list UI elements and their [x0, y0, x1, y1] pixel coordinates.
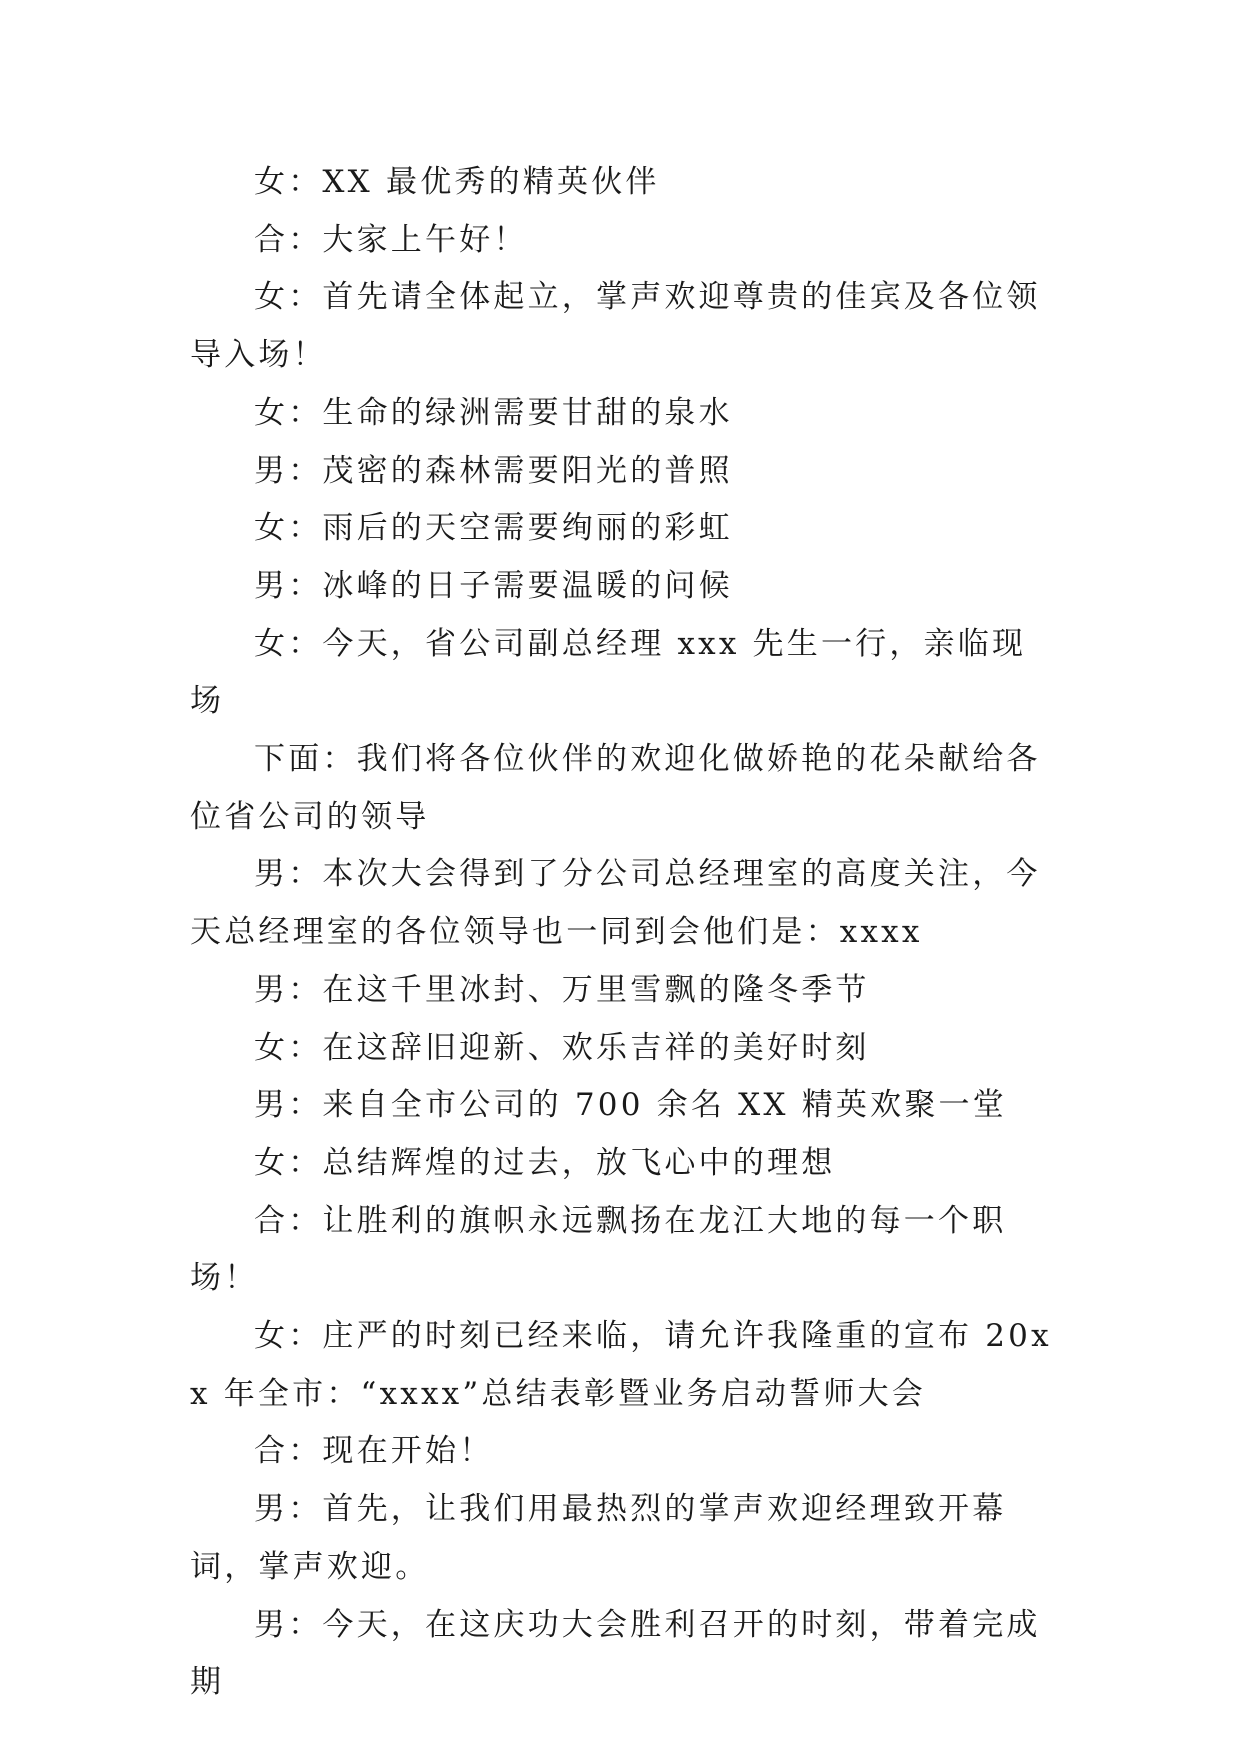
- paragraph: 男：本次大会得到了分公司总经理室的高度关注，今天总经理室的各位领导也一同到会他们是：xxxx: [190, 856, 1041, 951]
- paragraph: 女：XX 最优秀的精英伙伴: [254, 164, 660, 200]
- paragraph: 女：雨后的天空需要绚丽的彩虹: [254, 510, 733, 547]
- document-body: [190, 154, 1060, 1712]
- paragraph: 下面：我们将各位伙伴的欢迎化做娇艳的花朵献给各位省公司的领导: [190, 741, 1041, 835]
- paragraph: 合：现在开始！: [254, 1433, 494, 1470]
- paragraph: 女：生命的绿洲需要甘甜的泉水: [254, 394, 733, 431]
- paragraph: 男：在这千里冰封、万里雪飘的隆冬季节: [254, 971, 870, 1008]
- paragraph: 女：庄严的时刻已经来临，请允许我隆重的宣布 20xx 年全市：“xxxx”总结表彰暨业务启动誓师大会: [190, 1318, 1052, 1412]
- paragraph: 男：来自全市公司的 700 余名 XX 精英欢聚一堂: [254, 1087, 1007, 1124]
- paragraph: 男：首先，让我们用最热烈的掌声欢迎经理致开幕词，掌声欢迎。: [190, 1491, 1007, 1585]
- paragraph: 男：茂密的森林需要阳光的普照: [254, 452, 733, 489]
- paragraph: 男：冰峰的日子需要温暖的问候: [254, 567, 733, 604]
- paragraph: 合：大家上午好！: [254, 221, 528, 258]
- paragraph: 女：今天，省公司副总经理 xxx 先生一行，亲临现场: [190, 625, 1027, 720]
- paragraph: 女：总结辉煌的过去，放飞心中的理想: [254, 1144, 836, 1181]
- paragraph: 合：让胜利的旗帜永远飘扬在龙江大地的每一个职场！: [190, 1202, 1007, 1297]
- paragraph: 男：今天，在这庆功大会胜利召开的时刻，带着完成期: [190, 1606, 1041, 1701]
- paragraph: 女：在这辞旧迎新、欢乐吉祥的美好时刻: [254, 1029, 870, 1066]
- paragraph: 女：首先请全体起立，掌声欢迎尊贵的佳宾及各位领导入场！: [190, 279, 1041, 374]
